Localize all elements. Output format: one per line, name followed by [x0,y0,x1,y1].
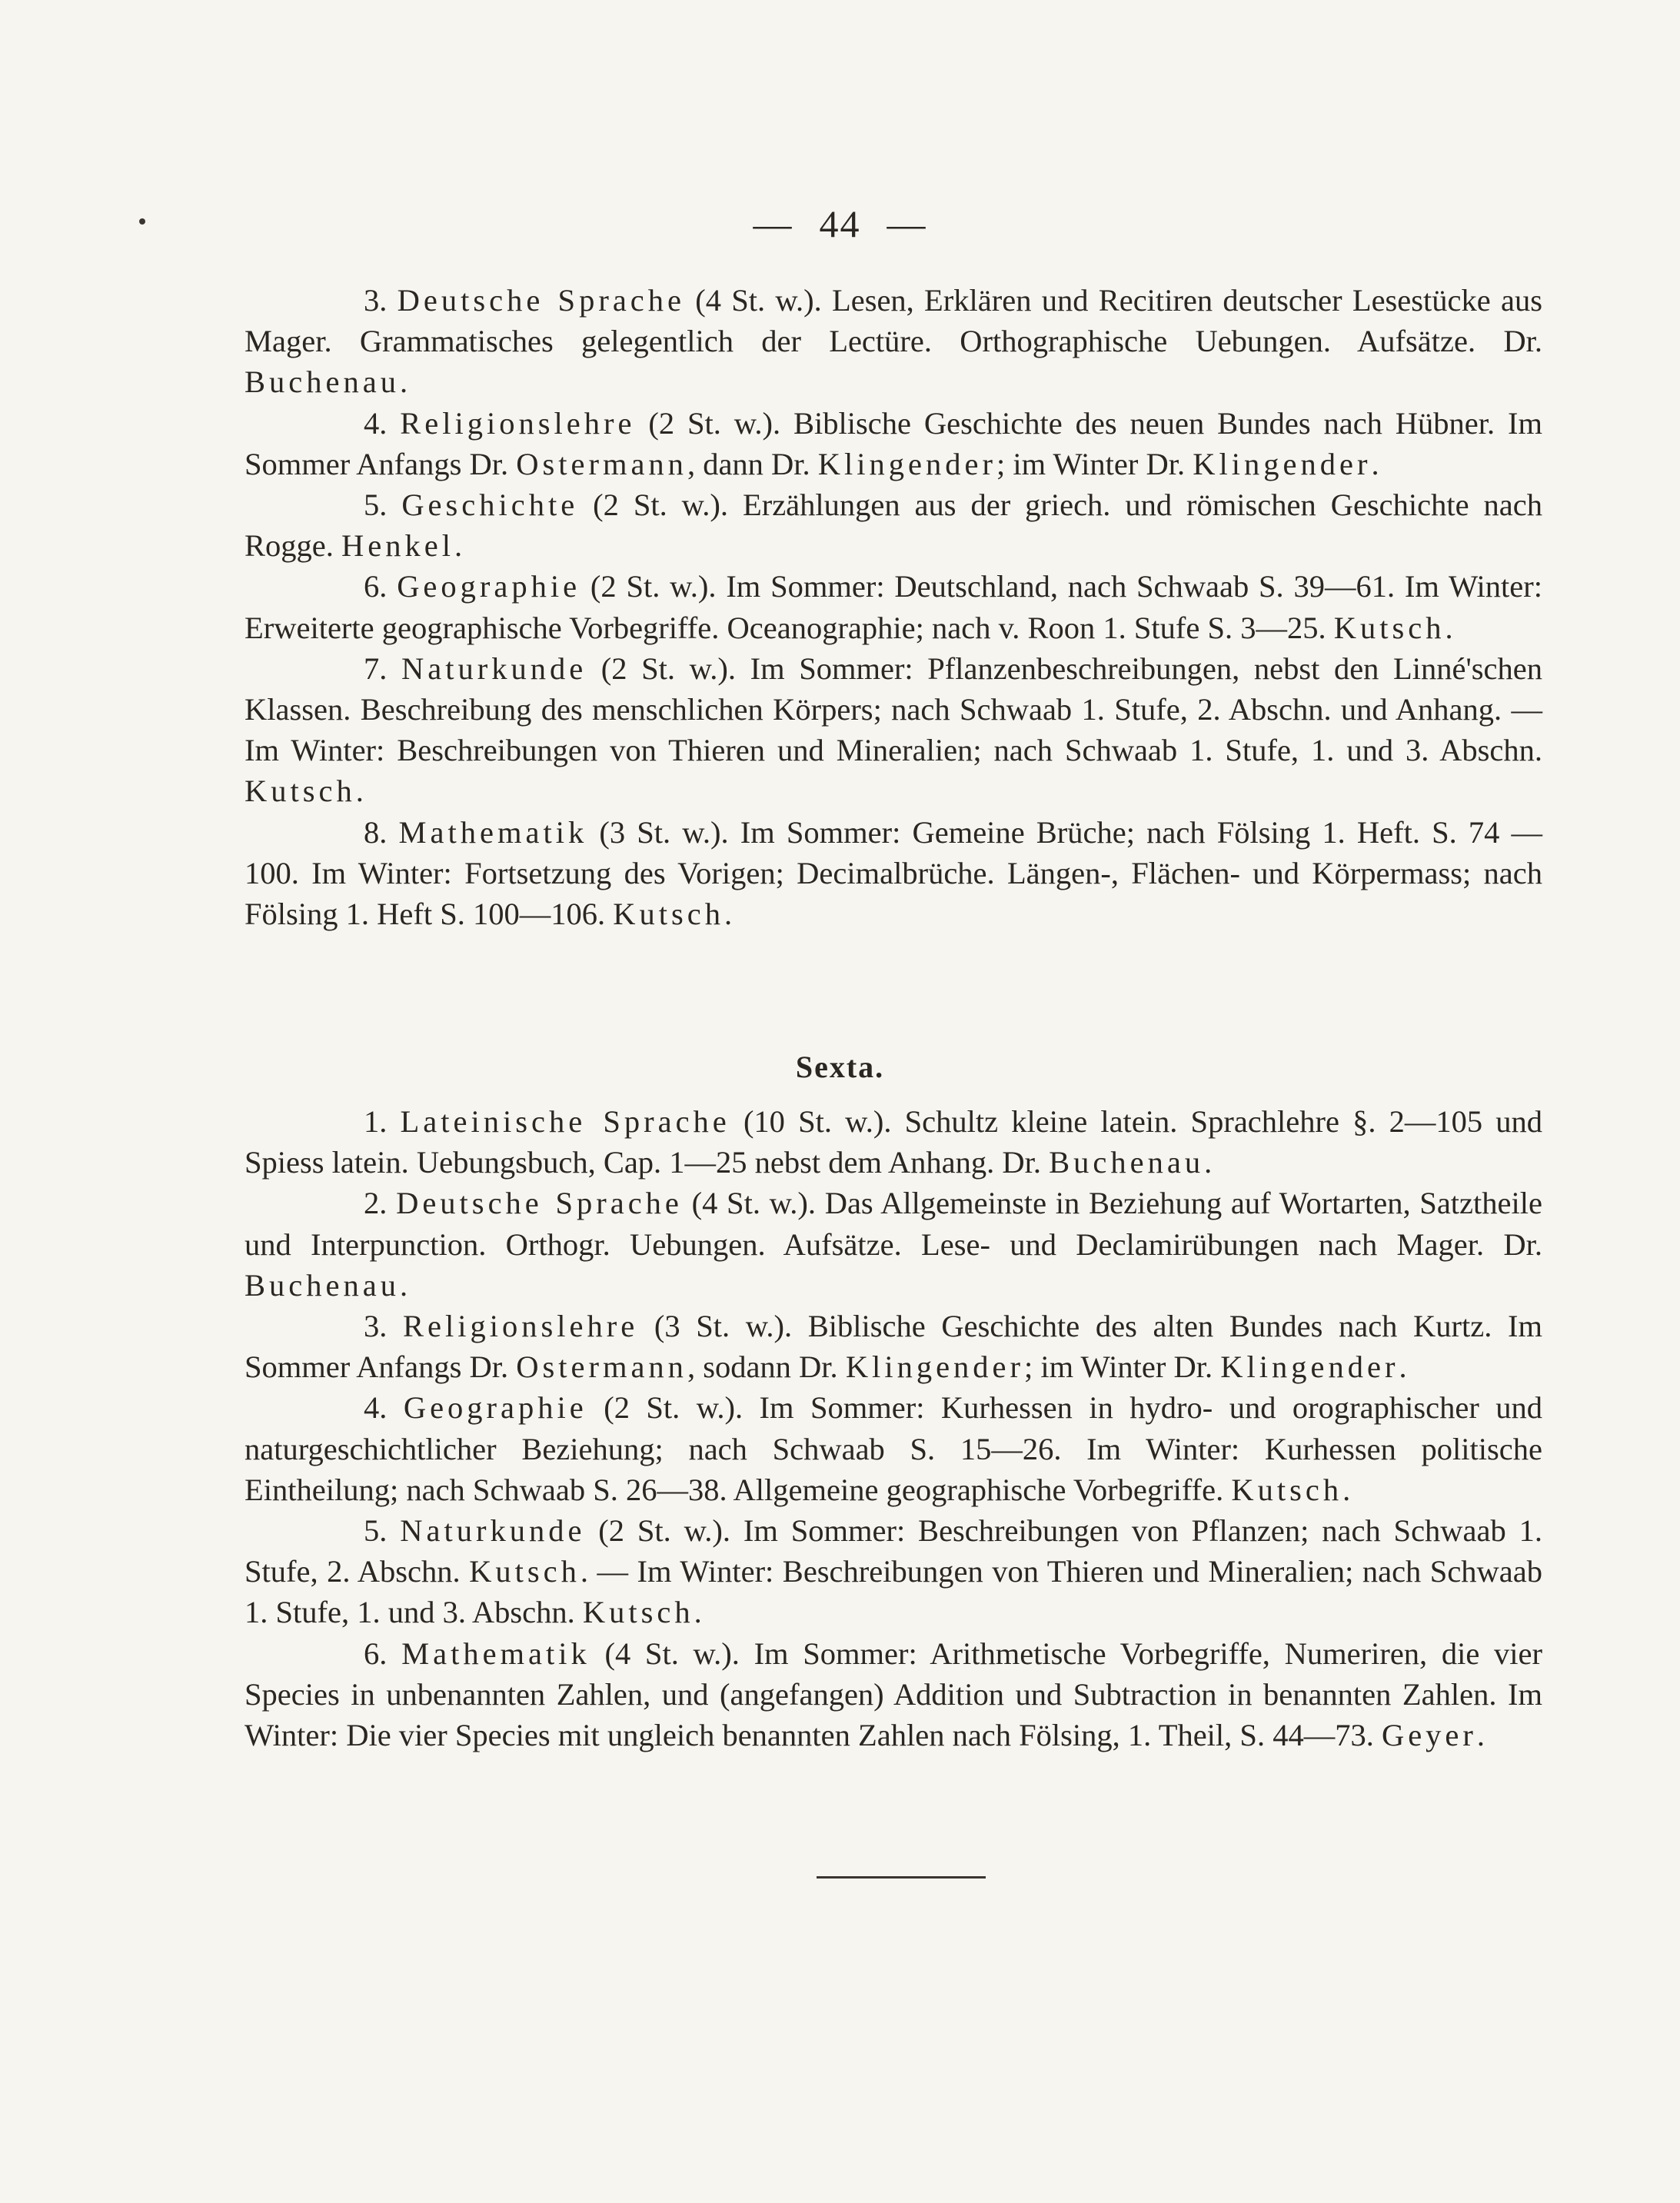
teacher-name: Kutsch [582,1595,694,1630]
teacher-name: Klingender [1220,1349,1399,1385]
item-number: 8. [364,814,388,850]
page-number-dash-right: — [887,202,927,245]
teacher-name: Buchenau [245,364,400,400]
item-number: 5. [364,488,388,523]
subject-name: Lateinische Sprache [400,1104,730,1139]
teacher-name: Klingender [845,1349,1025,1385]
teacher-name: Kutsch [1333,610,1445,645]
subject-name: Geographie [403,1390,587,1426]
subject-name: Deutsche Sprache [397,283,685,318]
course-description: ; im Winter Dr. [996,446,1186,481]
course-description: (3 St. w.). Im Sommer: Gemeine Brüche; nach Fölsing 1. Heft. S. 74 — 100. Im Winter: Fortsetzung des Vorigen; Decimalbrüche. Längen-, Flächen- und Körpermass; nach Fölsing 1. Heft S. 100—106. [245,814,1543,932]
course-entry: 2. Deutsche Sprache (4 St. w.). Das Allgemeinste in Beziehung auf Wortarten, Satztheile und Interpunction. Orthogr. Uebungen. Aufsätze. Lese- und Declamirübungen nach Mager. Dr. Buchenau. [245,1186,1542,1303]
course-description: (3 St. w.). Biblische Geschichte des alten Bundes nach Kurtz. Im Sommer Anfangs Dr. [245,1309,1543,1385]
teacher-name: Kutsch [469,1554,581,1589]
course-entry: 7. Naturkunde (2 St. w.). Im Sommer: Pflanzenbeschreibungen, nebst den Linné'schen Klassen. Beschreibung des menschlichen Körpers; nach Schwaab 1. Stufe, 2. Abschn. und Anhang. — Im Winter: Beschreibungen von Thieren und Mineralien; nach Schwaab 1. Stufe, 1. und 3. Abschn. Kutsch. [245,651,1543,809]
teacher-name: Klingender [817,446,996,481]
course-entry: 4. Geographie (2 St. w.). Im Sommer: Kurhessen in hydro- und orographischer und naturgeschichtlicher Beziehung; nach Schwaab S. 15—26. Im Winter: Kurhessen politische Eintheilung; nach Schwaab S. 26—38. Allgemeine geographische Vorbegriffe. Kutsch. [245,1390,1543,1507]
subject-name: Naturkunde [400,1513,586,1549]
quarta-section-continued [245,280,1542,934]
teacher-name: Henkel [341,528,454,564]
subject-name: Geschichte [401,488,579,523]
teacher-name: Kutsch [1231,1472,1343,1507]
course-entry: 6. Geographie (2 St. w.). Im Sommer: Deutschland, nach Schwaab S. 39—61. Im Winter: Erweiterte geographische Vorbegriffe. Oceanographie; nach v. Roon 1. Stufe S. 3—25. Kutsch. [245,569,1543,645]
course-description: (10 St. w.). Schultz kleine latein. Sprachlehre §. 2—105 und Spiess latein. Uebungsbuch, Cap. 1—25 nebst dem Anhang. Dr. [245,1104,1543,1180]
course-description: (2 St. w.). Im Sommer: Beschreibungen von Pflanzen; nach Schwaab 1. Stufe, 2. Abschn. [245,1513,1542,1589]
section-heading-sexta: Sexta. [795,1050,885,1084]
subject-name: Mathematik [401,1636,590,1671]
course-description: (2 St. w.). Erzählungen aus der griech. und römischen Geschichte nach Rogge. [245,488,1542,564]
course-entry: 8. Mathematik (3 St. w.). Im Sommer: Gemeine Brüche; nach Fölsing 1. Heft. S. 74 — 100. Im Winter: Fortsetzung des Vorigen; Decimalbrüche. Längen-, Flächen- und Körpermass; nach Fölsing 1. Heft S. 100—106. Kutsch. [245,814,1543,932]
course-description: ; im Winter Dr. [1024,1349,1213,1385]
item-number: 3. [364,1309,388,1344]
teacher-name: Geyer [1381,1718,1477,1753]
subject-name: Mathematik [398,814,588,850]
teacher-name: Ostermann [516,446,687,481]
course-description: . — Im Winter: Beschreibungen von Thieren und Mineralien; nach Schwaab 1. Stufe, 1. und 3. Abschn. [245,1554,1542,1630]
course-description: (2 St. w.). Im Sommer: Pflanzenbeschreibungen, nebst den Linné'schen Klassen. Beschreibung des menschlichen Körpers; nach Schwaab 1. Stufe, 2. Abschn. und Anhang. — Im Winter: Beschreibungen von Thieren und Mineralien; nach Schwaab 1. Stufe, 1. und 3. Abschn. [245,651,1543,768]
course-entry: 3. Deutsche Sprache (4 St. w.). Lesen, Erklären und Recitiren deutscher Lesestücke aus Mager. Grammatisches gelegentlich der Lectüre. Orthographische Uebungen. Aufsätze. Dr. Buchenau. [245,283,1542,400]
course-description: (4 St. w.). Im Sommer: Arithmetische Vorbegriffe, Numeriren, die vier Species in unbenannten Zahlen, und (angefangen) Addition und Subtraction in benannten Zahlen. Im Winter: Die vier Species mit ungleich benannten Zahlen nach Fölsing, 1. Theil, S. 44—73. [245,1636,1543,1753]
teacher-name: Klingender [1193,446,1372,481]
teacher-name: Kutsch [245,774,356,809]
teacher-name: Kutsch [613,897,725,932]
item-number: 7. [364,651,388,686]
item-number: 2. [364,1186,388,1221]
item-number: 3. [364,283,388,318]
item-number: 4. [364,405,388,441]
course-entry: 5. Geschichte (2 St. w.). Erzählungen aus der griech. und römischen Geschichte nach Rogge. Henkel. [245,488,1542,564]
course-entry: 5. Naturkunde (2 St. w.). Im Sommer: Beschreibungen von Pflanzen; nach Schwaab 1. Stufe, 2. Abschn. Kutsch. — Im Winter: Beschreibungen von Thieren und Mineralien; nach Schwaab 1. Stufe, 1. und 3. Abschn. Kutsch. [245,1513,1542,1630]
subject-name: Religionslehre [400,405,636,441]
page-number-value: 44 [819,202,861,245]
item-number: 6. [364,569,388,604]
course-description: , sodann Dr. [687,1349,838,1385]
course-entry: 1. Lateinische Sprache (10 St. w.). Schultz kleine latein. Sprachlehre §. 2—105 und Spiess latein. Uebungsbuch, Cap. 1—25 nebst dem Anhang. Dr. Buchenau. [245,1104,1543,1180]
course-description: , dann Dr. [687,446,810,481]
subject-name: Naturkunde [401,651,587,686]
course-entry: 4. Religionslehre (2 St. w.). Biblische Geschichte des neuen Bundes nach Hübner. Im Sommer Anfangs Dr. Ostermann, dann Dr. Klingender; im Winter Dr. Klingender. [245,405,1543,481]
page-number-dash-left: — [753,202,793,245]
end-rule-divider [817,1876,986,1879]
course-entry: 3. Religionslehre (3 St. w.). Biblische Geschichte des alten Bundes nach Kurtz. Im Sommer Anfangs Dr. Ostermann, sodann Dr. Klingender; im Winter Dr. Klingender. [245,1309,1543,1385]
course-description: (4 St. w.). Das Allgemeinste in Beziehung auf Wortarten, Satztheile und Interpunction. Orthogr. Uebungen. Aufsätze. Lese- und Declamirübungen nach Mager. Dr. [245,1186,1542,1262]
subject-name: Geographie [397,569,581,604]
teacher-name: Ostermann [516,1349,687,1385]
subject-name: Deutsche Sprache [396,1186,683,1221]
course-description: (4 St. w.). Lesen, Erklären und Recitiren deutscher Lesestücke aus Mager. Grammatisches gelegentlich der Lectüre. Orthographische Uebungen. Aufsätze. Dr. [245,283,1542,359]
course-description: (2 St. w.). Im Sommer: Deutschland, nach Schwaab S. 39—61. Im Winter: Erweiterte geographische Vorbegriffe. Oceanographie; nach v. Roon 1. Stufe S. 3—25. [245,569,1543,645]
course-entry: 6. Mathematik (4 St. w.). Im Sommer: Arithmetische Vorbegriffe, Numeriren, die vier Species in unbenannten Zahlen, und (angefangen) Addition und Subtraction in benannten Zahlen. Im Winter: Die vier Species mit ungleich benannten Zahlen nach Fölsing, 1. Theil, S. 44—73. Geyer. [245,1636,1543,1753]
subject-name: Religionslehre [403,1309,639,1344]
course-description: (2 St. w.). Biblische Geschichte des neuen Bundes nach Hübner. Im Sommer Anfangs Dr. [245,405,1543,481]
item-number: 5. [364,1513,388,1549]
teacher-name: Buchenau [1049,1145,1205,1180]
page-number [0,201,1680,246]
item-number: 6. [364,1636,388,1671]
teacher-name: Buchenau [245,1267,400,1303]
item-number: 1. [364,1104,388,1139]
sexta-section [245,1101,1542,1755]
item-number: 4. [364,1390,388,1426]
course-description: (2 St. w.). Im Sommer: Kurhessen in hydro- und orographischer und naturgeschichtlicher Beziehung; nach Schwaab S. 15—26. Im Winter: Kurhessen politische Eintheilung; nach Schwaab S. 26—38. Allgemeine geographische Vorbegriffe. [245,1390,1543,1507]
